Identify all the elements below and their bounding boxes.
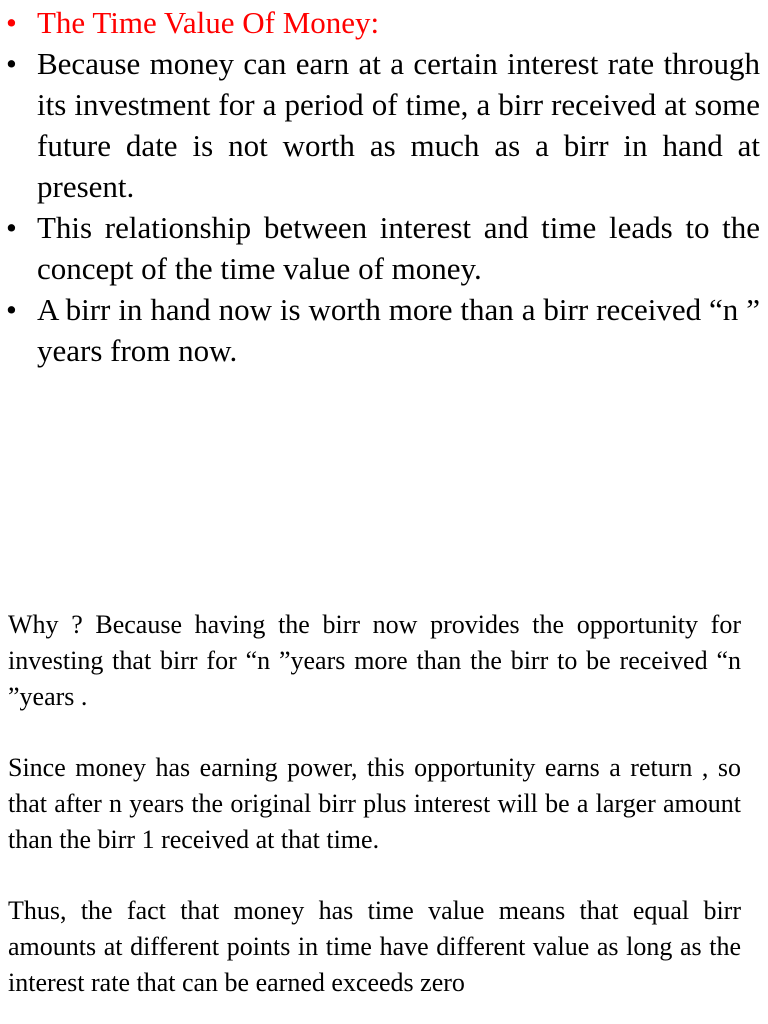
bullet-dot-icon: •	[6, 292, 17, 327]
slide-bullet-item	[6, 43, 760, 207]
notes-paragraph-conclusion: Thus, the fact that money has time value means that equal birr amounts at different points in time have different value as long as the interest rate that can be earned exceeds zero	[8, 896, 741, 997]
bullet-dot-icon: •	[6, 46, 17, 81]
notes-paragraph-why: Why ? Because having the birr now provides the opportunity for investing that birr for “n ”years more than the birr to be received “n ”years .	[8, 610, 741, 711]
bullet-dot-icon: •	[6, 210, 17, 245]
slide-title-bullet	[6, 2, 760, 43]
slide-bullet-text: This relationship between interest and time leads to the concept of the time value of money.	[37, 210, 760, 286]
bullet-dot-icon: •	[6, 5, 17, 40]
slide-title: The Time Value Of Money:	[37, 5, 380, 40]
slide-bullet-text: Because money can earn at a certain interest rate through its investment for a period of time, a birr received at some future date is not worth as much as a birr in hand at present.	[37, 46, 760, 204]
slide-bullet-text: A birr in hand now is worth more than a birr received “n ” years from now.	[37, 292, 760, 368]
notes-paragraph-earning-power: Since money has earning power, this opportunity earns a return , so that after n years the original birr plus interest will be a larger amount than the birr 1 received at that time.	[8, 753, 741, 854]
slide-bullet-item	[6, 289, 760, 371]
slide-bullet-item	[6, 207, 760, 289]
slide-bullet-list	[6, 2, 760, 371]
